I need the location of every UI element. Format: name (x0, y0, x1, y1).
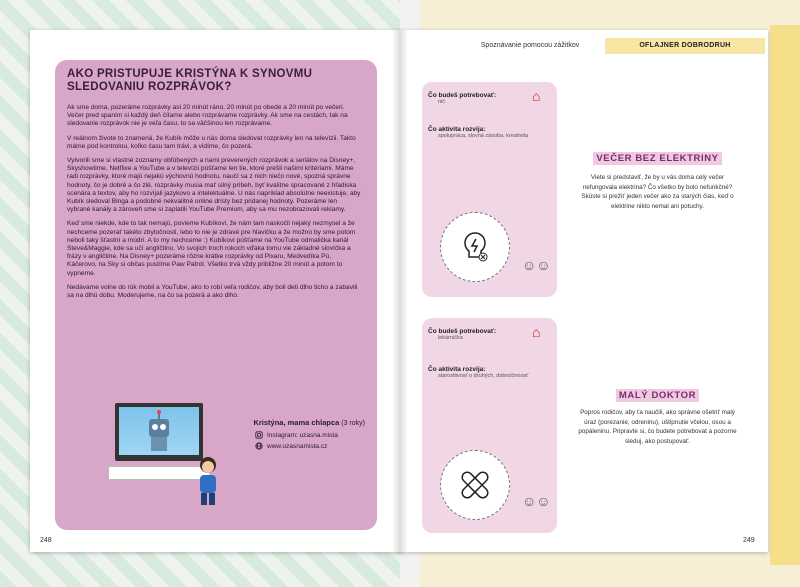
bandage-icon (440, 450, 510, 520)
needs-row (428, 328, 496, 342)
child-illustration (195, 455, 221, 507)
house-icon: ⌂ (532, 324, 541, 340)
activity-description-2: Popros rodičov, aby ťa naučili, ako správne ošetriť malý úraz (porezanie, odreninu), uštipnutie včelou, osou a popáleninu. Pripravte si, čo budete potrebovat a pozorne sleduj, ako postupovať. (578, 409, 737, 445)
house-icon: ⌂ (532, 88, 541, 104)
author-line (215, 418, 365, 427)
kids-icon: ☺☺ (522, 257, 551, 273)
tv-screen (119, 407, 199, 455)
activity-card-1 (422, 82, 557, 297)
needs-value: nič (438, 99, 446, 105)
needs-value: lekárnička (438, 335, 463, 341)
story-paragraph: V reálnom živote to znamená, že Kubík môže u nás doma sledovat rozprávky len na televízii. Takto máme pod kontrolou, koľko času tam trávi, a vidíme, čo pozerá. (67, 134, 356, 150)
develops-value: starostlivosť o druhých, dobročinnosť (438, 373, 529, 379)
kids-icon: ☺☺ (522, 493, 551, 509)
instagram-line (255, 431, 338, 439)
develops-row (428, 126, 528, 140)
story-paragraph: Vytvorili sme si vlastné zoznamy obľúbených a nami preverených rozprávok a seriálov na Disney+, Skyshowtime, Netflixe a YouTube a v televízii púšťame len tie, ktoré prešli našimi kritériami. Máme radi rozprávky, ktoré majú nejakú výchovnú hodnotu, naučí sa z nich niečo nové, spozná správne hodnoty, čo je dobré a čo zlé, rozprávky musia mať silný príbeh, byť kvalitne spracované z hľadiska scenára a textov, aby ho rozvíjali jazykovo a intelektuálne. U nás napríklad absolútne neexistuje, aby Kubík sledoval Binga a podobné nekvalitné online dristy bez pridanej hodnoty. Pozeráme len vybrané kanály a zároveň sme si zaplatili YouTube Premium, aby sa mu nezobrazovali reklamy. (67, 157, 361, 214)
page-number-left: 248 (40, 537, 52, 544)
story-title: AKO PRISTUPUJE KRISTÝNA K SYNOVMU SLEDOVANIU ROZPRÁVOK? (67, 68, 313, 93)
book-gutter (392, 30, 408, 552)
author-name: Kristýna, mama chlapca (253, 418, 340, 427)
author-age: (3 roky) (341, 420, 365, 427)
activity-title-2: MALÝ DOKTOR (580, 390, 735, 401)
instagram-handle[interactable]: Instagram: uzasna.mista (267, 431, 338, 439)
story-paragraph: Ak sme doma, pozeráme rozprávky asi 20 minút ráno, 20 minút po obede a 20 minút po večeri. Večer pred spaním si každý deň čítame alebo rozprávame rozprávky. Ak sme na cestách, tak na sledovanie rozprávok nie je veľa času, to sa väčšinou len rozprávame. (67, 104, 348, 128)
needs-row (428, 92, 496, 106)
activity-description-1: Viete si predstaviť, že by u vás doma celý večer nefungovala elektrina? Čo všetko by bolo nefunkčné? Skúste si prežiť jeden večer ako za starých čias, keď o elektrine nikto nemal ani potuchy. (581, 174, 734, 210)
story-body (67, 104, 362, 306)
tv-illustration (115, 403, 203, 461)
lightbulb-off-icon (440, 212, 510, 282)
develops-label: Čo aktivita rozvíja: (428, 366, 486, 373)
needs-label: Čo budeš potrebovať: (428, 328, 497, 335)
page-header (455, 38, 770, 54)
story-paragraph: Keď sme niekde, kde to tak nemajú, povieme Kubíkovi, že nám tam naskočil nejaký nezmysel a že nechceme pozerať takéto zbytočnosti, lebo to nie je zdravé pre hlavičku a že možno by sme potom neboli taký šťastní a múdri. A to my nechceme :) Kubíkovi púšťame na YouTube odmalička kanál Steve&Maggie, kde sa učí angličtinu. Vo svojich troch rokoch vďaka tomu vie základné slovíčka a frázy v angličtine. Na Disney+ pozeráme rôzne krátke rozprávky od Pixaru, Medvedíka Pú, Káčerovo, na Sky si občas pustíme Paw Patrol. Všetko trvá vždy približne 20 minút a potom to vypneme. (67, 220, 356, 277)
activity-title-1: VEČER BEZ ELEKTRINY (580, 153, 735, 164)
header-chapter: OFLAJNER DOBRODRUH (605, 38, 765, 54)
story-paragraph: Nedávame volne do rúk mobil a YouTube, ako to robí veľa rodičov, aby boli deti dlho ticho a zabavili sa na dlhú dobu. Moderujeme, na čo sa pozerá a ako dlho. (67, 283, 358, 300)
activity-card-2 (422, 318, 557, 533)
website-line (255, 442, 327, 450)
develops-value: spolupráca, slovná zásoba, kreativita (438, 133, 529, 139)
header-section: Spoznávanie pomocou zážitkov (480, 42, 580, 49)
develops-row (428, 366, 528, 380)
develops-label: Čo aktivita rozvíja: (428, 126, 486, 133)
website-link[interactable]: www.uzasnamista.cz (267, 442, 328, 450)
globe-icon (255, 442, 263, 450)
instagram-icon (255, 431, 263, 439)
page-edge-tab (770, 25, 800, 565)
needs-label: Čo budeš potrebovať: (428, 92, 497, 99)
page-number-right: 249 (743, 537, 755, 544)
